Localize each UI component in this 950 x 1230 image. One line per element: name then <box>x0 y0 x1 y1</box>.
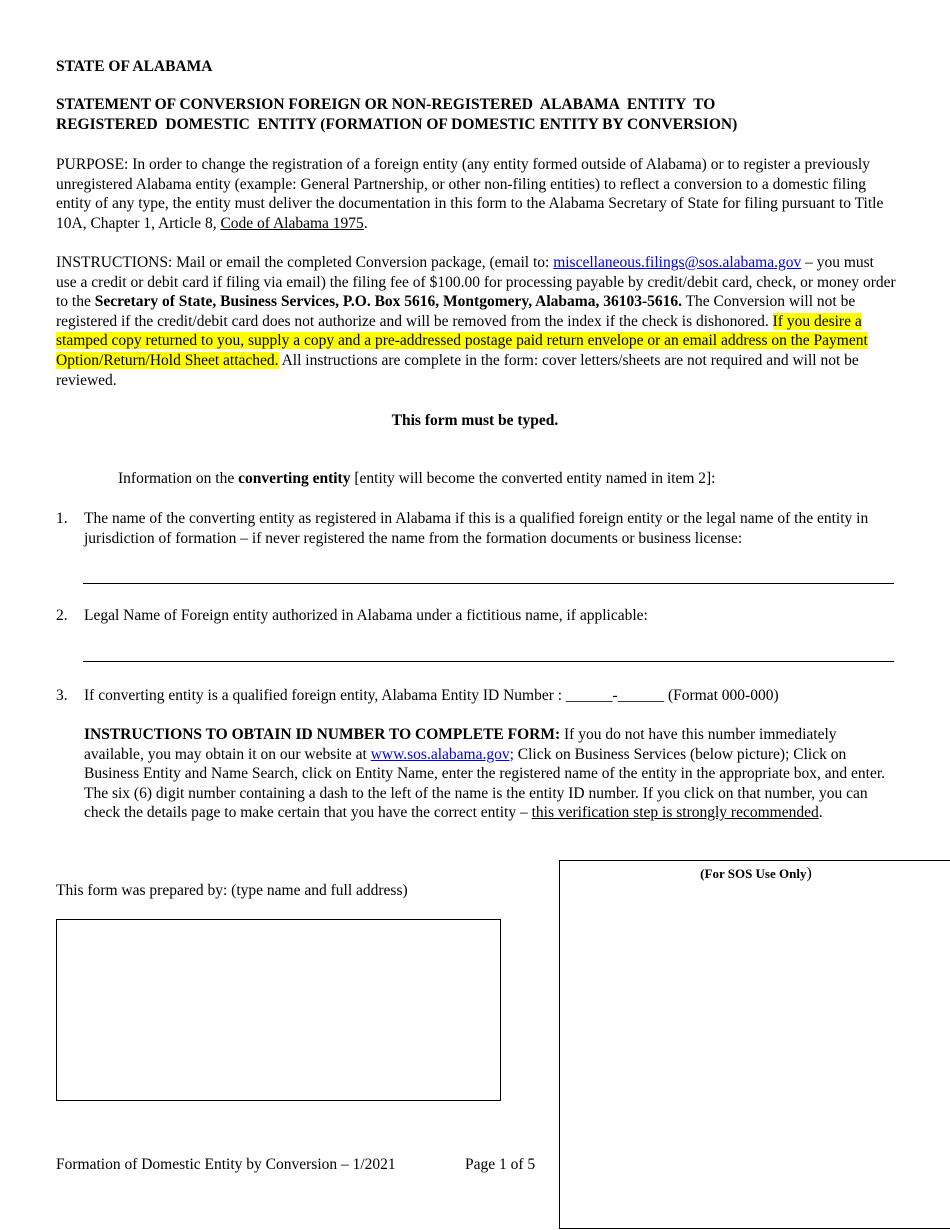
prepared-by-box[interactable] <box>56 919 501 1101</box>
form-title-line-1: STATEMENT OF CONVERSION FOREIGN OR NON-REGISTERED ALABAMA ENTITY TO <box>56 96 716 113</box>
purpose-end: . <box>363 214 368 232</box>
instructions-text-1: INSTRUCTIONS: Mail or email the completed Conversion package, (email to: <box>56 254 554 271</box>
id-instructions-text-2: Click on Business Services (below picture); Click on Business Entity and Name Search, click on Entity Name, enter the registered name of the entity in the appropriate box, and enter. The six (6) digit number containing a dash to the left of the name is the entity ID number. If you click on that number, you can check the details page to make certain that you have the correct entity – <box>84 745 886 822</box>
instructions-paragraph <box>56 253 898 390</box>
purpose-text: PURPOSE: In order to change the registration of a foreign entity (any entity formed outside of Alabama) or to register a previously unregistered Alabama entity (example: General Partnership, or other non-filing entities) to reflect a conversion to a domestic filing entity of any type, the entity must deliver the documentation in this form to the Alabama Secretary of State for filing pursuant to Title 10A, Chapter 1, Article 8, <box>56 156 884 232</box>
item-3-text: If converting entity is a qualified foreign entity, Alabama Entity ID Number : ______-______ (Format 000-000) <box>84 687 779 704</box>
item-3-number: 3. <box>56 687 68 704</box>
item-1-answer-line[interactable] <box>83 583 894 584</box>
id-instructions-heading: INSTRUCTIONS TO OBTAIN ID NUMBER TO COMPLETE FORM: <box>84 726 561 743</box>
converting-entity-info <box>118 469 715 489</box>
converting-info-bold: converting entity <box>238 470 351 487</box>
instructions-text-2: – you must use a credit or debit card if filing via email) the filing fee of $100.00 for processing payable by credit/debit card, check, or money order to the <box>56 254 896 311</box>
id-instructions-text-1: If you do not have this number immediately available, you may obtain it on our website at <box>84 726 837 763</box>
converting-info-post: [entity will become the converted entity named in item 2]: <box>350 470 716 487</box>
id-instructions-paragraph <box>84 725 900 823</box>
form-title-line-2: REGISTERED DOMESTIC ENTITY (FORMATION OF DOMESTIC ENTITY BY CONVERSION) <box>56 115 738 133</box>
instructions-text-3: The Conversion will not be registered if the credit/debit card does not authorize and will be removed from the index if the check is dishonored. <box>56 293 856 330</box>
item-1-number: 1. <box>56 510 68 527</box>
item-2-number: 2. <box>56 607 68 624</box>
footer-form-name: Formation of Domestic Entity by Conversion – 1/2021 <box>56 1156 396 1173</box>
prepared-by-label: This form was prepared by: (type name and full address) <box>56 882 408 899</box>
highlighted-instruction: If you desire a stamped copy returned to you, supply a copy and a pre-addressed postage paid return envelope or an email address on the Payment Option/Return/Hold Sheet attached. <box>56 312 868 369</box>
item-1-text: The name of the converting entity as registered in Alabama if this is a qualified foreign entity or the legal name of the entity in jurisdiction of formation – if never registered the name from the formation documents or business license: <box>84 510 869 547</box>
typed-notice: This form must be typed. <box>391 412 559 429</box>
id-instructions-end: . <box>818 804 823 822</box>
item-2-text: Legal Name of Foreign entity authorized in Alabama under a fictitious name, if applicable: <box>84 607 648 624</box>
purpose-paragraph <box>56 155 898 233</box>
state-heading: STATE OF ALABAMA <box>56 58 213 75</box>
sos-use-label <box>560 864 950 884</box>
sos-use-text: (For SOS Use Only <box>700 866 807 881</box>
form-title <box>56 95 916 134</box>
website-link[interactable]: www.sos.alabama.gov; <box>370 745 514 763</box>
item-2-answer-line[interactable] <box>83 661 894 662</box>
code-reference: Code of Alabama 1975 <box>220 214 364 232</box>
verification-note: this verification step is strongly recommended <box>531 804 819 822</box>
instructions-text-4: All instructions are complete in the form: cover letters/sheets are not required and will not be reviewed. <box>56 351 859 389</box>
footer-page-number: Page 1 of 5 <box>465 1156 536 1173</box>
mailing-address: Secretary of State, Business Services, P.O. Box 5616, Montgomery, Alabama, 36103-5616. <box>94 293 682 311</box>
converting-info-pre: Information on the <box>118 470 239 487</box>
email-link[interactable]: miscellaneous.filings@sos.alabama.gov <box>553 254 802 271</box>
sos-use-paren: ) <box>806 865 812 882</box>
sos-use-box <box>559 860 950 1229</box>
